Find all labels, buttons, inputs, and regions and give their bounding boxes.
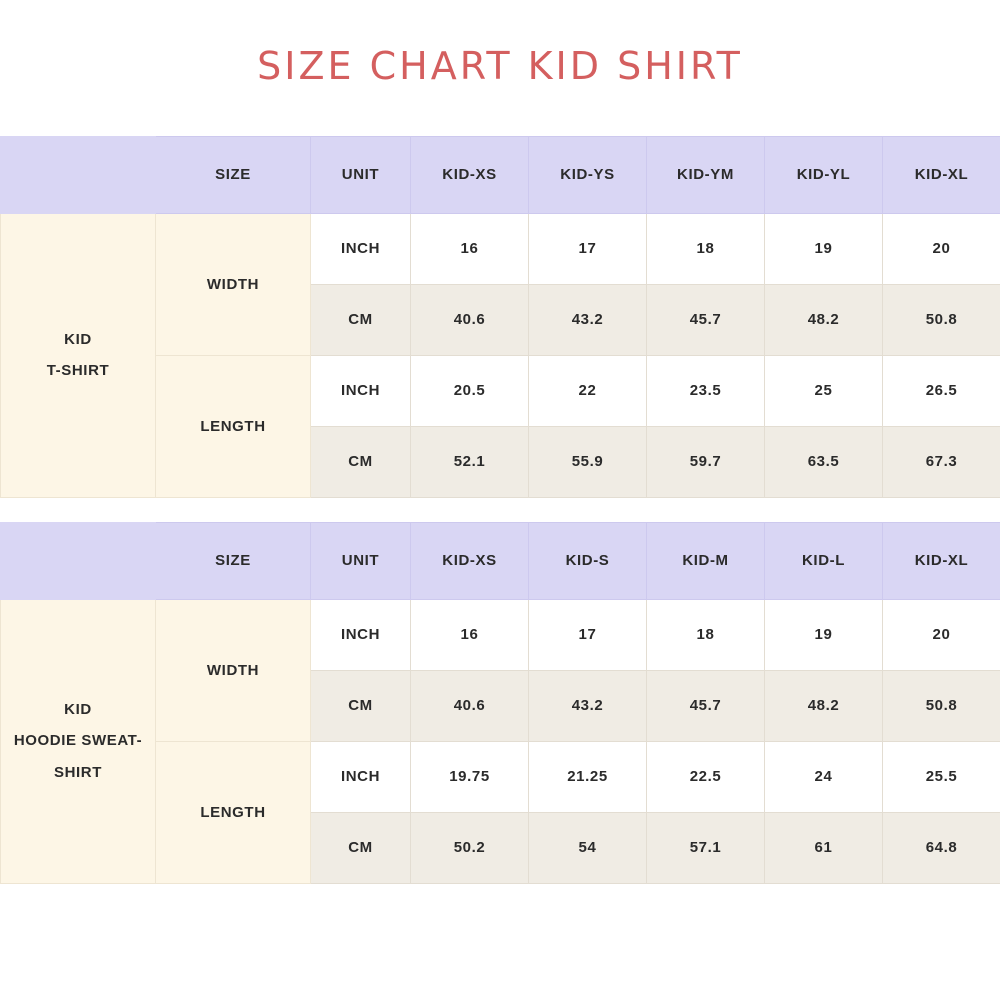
row-label-product	[1, 213, 156, 497]
value-cell: 52.1	[411, 426, 529, 497]
value-cell: 19	[765, 599, 883, 670]
value-cell: 45.7	[647, 670, 765, 741]
table-header-row	[1, 522, 1000, 599]
unit-cell: CM	[311, 284, 411, 355]
row-label-line-0: KID	[64, 330, 92, 348]
value-cell: 40.6	[411, 670, 529, 741]
value-cell: 25.5	[883, 741, 1000, 812]
value-cell: 20	[883, 213, 1000, 284]
table-gap	[0, 498, 1000, 522]
value-cell: 64.8	[883, 812, 1000, 883]
value-cell: 17	[529, 599, 647, 670]
value-cell: 43.2	[529, 284, 647, 355]
table-row	[1, 599, 1000, 670]
size-table-kid-t-shirt	[0, 136, 1000, 498]
row-label-line-1: HOODIE SWEAT-	[13, 732, 143, 750]
header-size-0: KID-XS	[411, 136, 529, 213]
tables-container	[0, 136, 1000, 884]
value-cell: 54	[529, 812, 647, 883]
value-cell: 24	[765, 741, 883, 812]
header-size-1: KID-S	[529, 522, 647, 599]
value-cell: 67.3	[883, 426, 1000, 497]
value-cell: 16	[411, 213, 529, 284]
value-cell: 19	[765, 213, 883, 284]
group-label-width: WIDTH	[156, 213, 311, 355]
value-cell: 21.25	[529, 741, 647, 812]
unit-cell: CM	[311, 812, 411, 883]
group-label-length: LENGTH	[156, 355, 311, 497]
size-table-kid-hoodie-sweatshirt	[0, 522, 1000, 884]
value-cell: 20	[883, 599, 1000, 670]
unit-cell: INCH	[311, 213, 411, 284]
value-cell: 59.7	[647, 426, 765, 497]
value-cell: 26.5	[883, 355, 1000, 426]
header-size-3: KID-L	[765, 522, 883, 599]
value-cell: 55.9	[529, 426, 647, 497]
value-cell: 22.5	[647, 741, 765, 812]
header-size-1: KID-YS	[529, 136, 647, 213]
header-size: SIZE	[156, 136, 311, 213]
table-header-row	[1, 136, 1000, 213]
value-cell: 50.2	[411, 812, 529, 883]
unit-cell: INCH	[311, 741, 411, 812]
value-cell: 63.5	[765, 426, 883, 497]
value-cell: 61	[765, 812, 883, 883]
row-label-product	[1, 599, 156, 883]
group-label-width: WIDTH	[156, 599, 311, 741]
header-size-4: KID-XL	[883, 522, 1000, 599]
value-cell: 23.5	[647, 355, 765, 426]
unit-cell: CM	[311, 670, 411, 741]
header-size-0: KID-XS	[411, 522, 529, 599]
value-cell: 18	[647, 599, 765, 670]
value-cell: 43.2	[529, 670, 647, 741]
row-label-line-2: SHIRT	[54, 763, 102, 781]
unit-cell: CM	[311, 426, 411, 497]
value-cell: 18	[647, 213, 765, 284]
header-size-2: KID-YM	[647, 136, 765, 213]
header-size-4: KID-XL	[883, 136, 1000, 213]
unit-cell: INCH	[311, 599, 411, 670]
row-label-line-1: T-SHIRT	[46, 362, 110, 380]
value-cell: 17	[529, 213, 647, 284]
header-unit: UNIT	[311, 136, 411, 213]
value-cell: 48.2	[765, 284, 883, 355]
value-cell: 16	[411, 599, 529, 670]
value-cell: 19.75	[411, 741, 529, 812]
table-row	[1, 213, 1000, 284]
value-cell: 25	[765, 355, 883, 426]
value-cell: 22	[529, 355, 647, 426]
value-cell: 48.2	[765, 670, 883, 741]
page-title: SIZE CHART KID SHIRT	[257, 44, 743, 88]
value-cell: 57.1	[647, 812, 765, 883]
header-size-3: KID-YL	[765, 136, 883, 213]
row-label-line-0: KID	[64, 700, 92, 718]
header-size: SIZE	[156, 522, 311, 599]
header-size-2: KID-M	[647, 522, 765, 599]
value-cell: 50.8	[883, 670, 1000, 741]
header-corner-blank	[1, 136, 156, 213]
value-cell: 50.8	[883, 284, 1000, 355]
unit-cell: INCH	[311, 355, 411, 426]
group-label-length: LENGTH	[156, 741, 311, 883]
value-cell: 45.7	[647, 284, 765, 355]
value-cell: 20.5	[411, 355, 529, 426]
value-cell: 40.6	[411, 284, 529, 355]
header-corner-blank	[1, 522, 156, 599]
header-unit: UNIT	[311, 522, 411, 599]
